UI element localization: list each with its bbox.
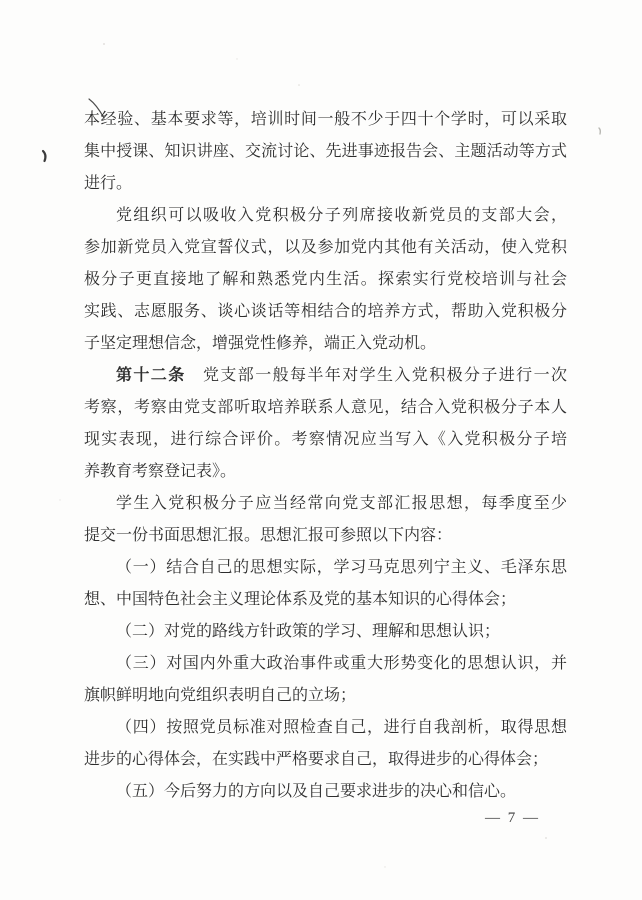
text-line: （一）结合自己的思想实际，学习马克思列宁主义、毛泽东思 [116,559,567,576]
paragraph [84,552,567,616]
text-line: 进行。 [84,175,133,192]
text-line: （三）对国内外重大政治事件或重大形势变化的思想认识，并 [116,655,567,672]
text-line: 极分子更直接地了解和熟悉党内生活。探索实行党校培训与社会 [84,271,567,288]
text-line: 集中授课、知识讲座、交流讨论、先进事迹报告会、主题活动等方式 [84,143,567,160]
paragraph [84,648,567,712]
paragraph [84,616,567,648]
paragraph [84,360,567,488]
text-line: 子坚定理想信念，增强党性修养，端正入党动机。 [84,335,437,352]
text-line: （四）按照党员标准对照检查自己，进行自我剖析，取得思想 [116,719,567,736]
page-number: — 7 — [485,810,540,826]
article-number: 第十二条 [116,367,186,384]
text-line: 学生入党积极分子应当经常向党支部汇报思想，每季度至少 [116,495,567,512]
text-line: 本经验、基本要求等，培训时间一般不少于四十个学时，可以采取 [84,111,567,128]
paragraph [84,488,567,552]
text-line: 进步的心得体会，在实践中严格要求自己，取得进步的心得体会； [84,751,549,768]
text-line: 养教育考察登记表》。 [84,463,237,480]
paragraph [84,104,567,200]
text-line: 参加新党员入党宣誓仪式，以及参加党内其他有关活动，使入党积 [84,239,567,256]
paragraph [84,776,567,808]
text-line: 提交一份书面思想汇报。思想汇报可参照以下内容： [84,527,453,544]
text-line: 想、中国特色社会主义理论体系及党的基本知识的心得体会； [84,591,517,608]
text-line: 实践、志愿服务、谈心谈话等相结合的培养方式，帮助入党积极分 [84,303,567,320]
ink-comma-mark [43,151,45,161]
text-line: 第十二条 党支部一般每半年对学生入党积极分子进行一次 [116,367,567,384]
paragraph [84,712,567,776]
paragraph [84,200,567,360]
text-line: 现实表现，进行综合评价。考察情况应当写入《入党积极分子培 [84,431,567,448]
text-line: 考察，考察由党支部听取培养联系人意见，结合入党积极分子本人 [84,399,567,416]
faint-comma-speck [599,128,600,134]
document-body [84,104,567,808]
text-line: 旗帜鲜明地向党组织表明自己的立场； [84,687,357,704]
text-line: 党组织可以吸收入党积极分子列席接收新党员的支部大会， [116,207,567,224]
text-line: （二）对党的路线方针政策的学习、理解和思想认识； [116,623,501,640]
text-line: （五）今后努力的方向以及自己要求进步的决心和信心。 [116,783,517,800]
